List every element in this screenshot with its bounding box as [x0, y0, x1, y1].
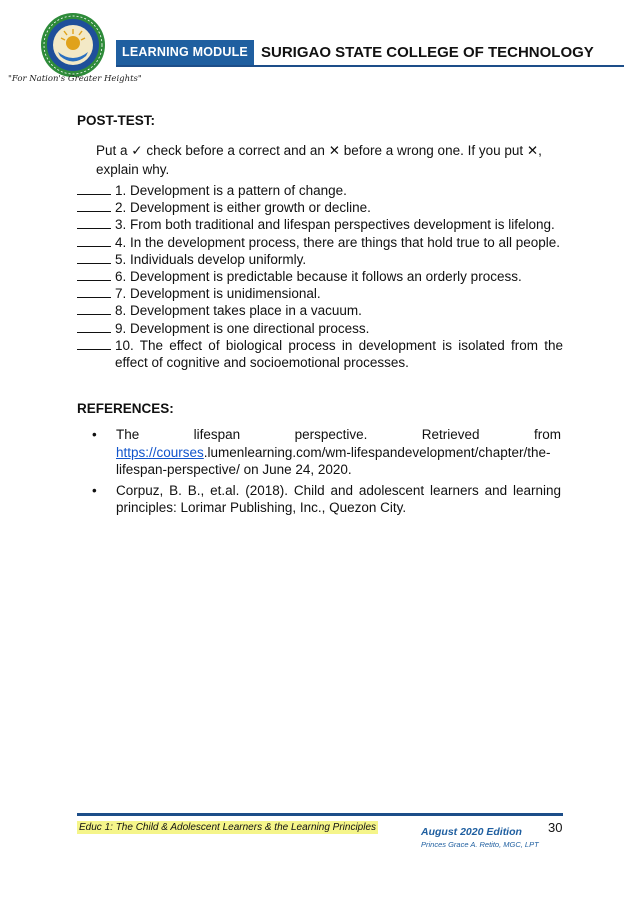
answer-blank[interactable] [77, 217, 111, 229]
college-motto: "For Nation's Greater Heights" [8, 74, 142, 84]
bullet-icon: • [92, 427, 97, 442]
bullet-icon: • [92, 482, 97, 498]
test-item: 6. Development is predictable because it follows an orderly process. [77, 268, 563, 285]
answer-blank[interactable] [77, 338, 111, 350]
reference-link[interactable]: https://courses [116, 444, 204, 460]
footer-edition: August 2020 Edition [421, 826, 522, 838]
page-number: 30 [548, 820, 563, 835]
post-test-items [77, 182, 563, 372]
test-item: 5. Individuals develop uniformly. [77, 251, 563, 268]
test-item: 3. From both traditional and lifespan perspectives development is lifelong. [77, 216, 563, 233]
footer-rule [77, 813, 563, 816]
test-item: 7. Development is unidimensional. [77, 285, 563, 302]
answer-blank[interactable] [77, 321, 111, 333]
answer-blank[interactable] [77, 183, 111, 195]
test-item: 4. In the development process, there are things that hold true to all people. [77, 234, 563, 251]
footer-author: Princes Grace A. Retito, MGC, LPT [421, 840, 539, 849]
answer-blank[interactable] [77, 235, 111, 247]
answer-blank[interactable] [77, 303, 111, 315]
college-seal-logo [40, 12, 106, 78]
references-title: REFERENCES: [77, 401, 174, 416]
test-item: 2. Development is either growth or decline. [77, 199, 563, 216]
college-name: SURIGAO STATE COLLEGE OF TECHNOLOGY [261, 44, 594, 61]
answer-blank[interactable] [77, 252, 111, 264]
references-list [92, 426, 561, 520]
test-item: 9. Development is one directional process. [77, 320, 563, 337]
post-test-instructions: Put a ✓ check before a correct and an ✕ before a wrong one. If you put ✕, explain why. [96, 143, 542, 177]
answer-blank[interactable] [77, 269, 111, 281]
test-item: 10. The effect of biological process in development is isolated from the effect of cognitive and socioemotional processes. [77, 337, 563, 372]
module-header [116, 40, 624, 67]
test-item: 1. Development is a pattern of change. [77, 182, 563, 199]
test-item: 8. Development takes place in a vacuum. [77, 302, 563, 319]
reference-item: • The lifespan perspective. Retrieved from https://courses.lumenlearning.com/wm-lifespandevelopment/chapter/the-lifespan-perspective/ on June 24, 2020. [92, 427, 561, 477]
answer-blank[interactable] [77, 200, 111, 212]
post-test-title: POST-TEST: [77, 113, 156, 128]
answer-blank[interactable] [77, 286, 111, 298]
footer-course-title: Educ 1: The Child & Adolescent Learners & the Learning Principles [79, 822, 377, 833]
learning-module-label: LEARNING MODULE [116, 40, 254, 65]
reference-item: • Corpuz, B. B., et.al. (2018). Child and adolescent learners and learning principles: Lorimar Publishing, Inc., Quezon City. [92, 482, 561, 515]
